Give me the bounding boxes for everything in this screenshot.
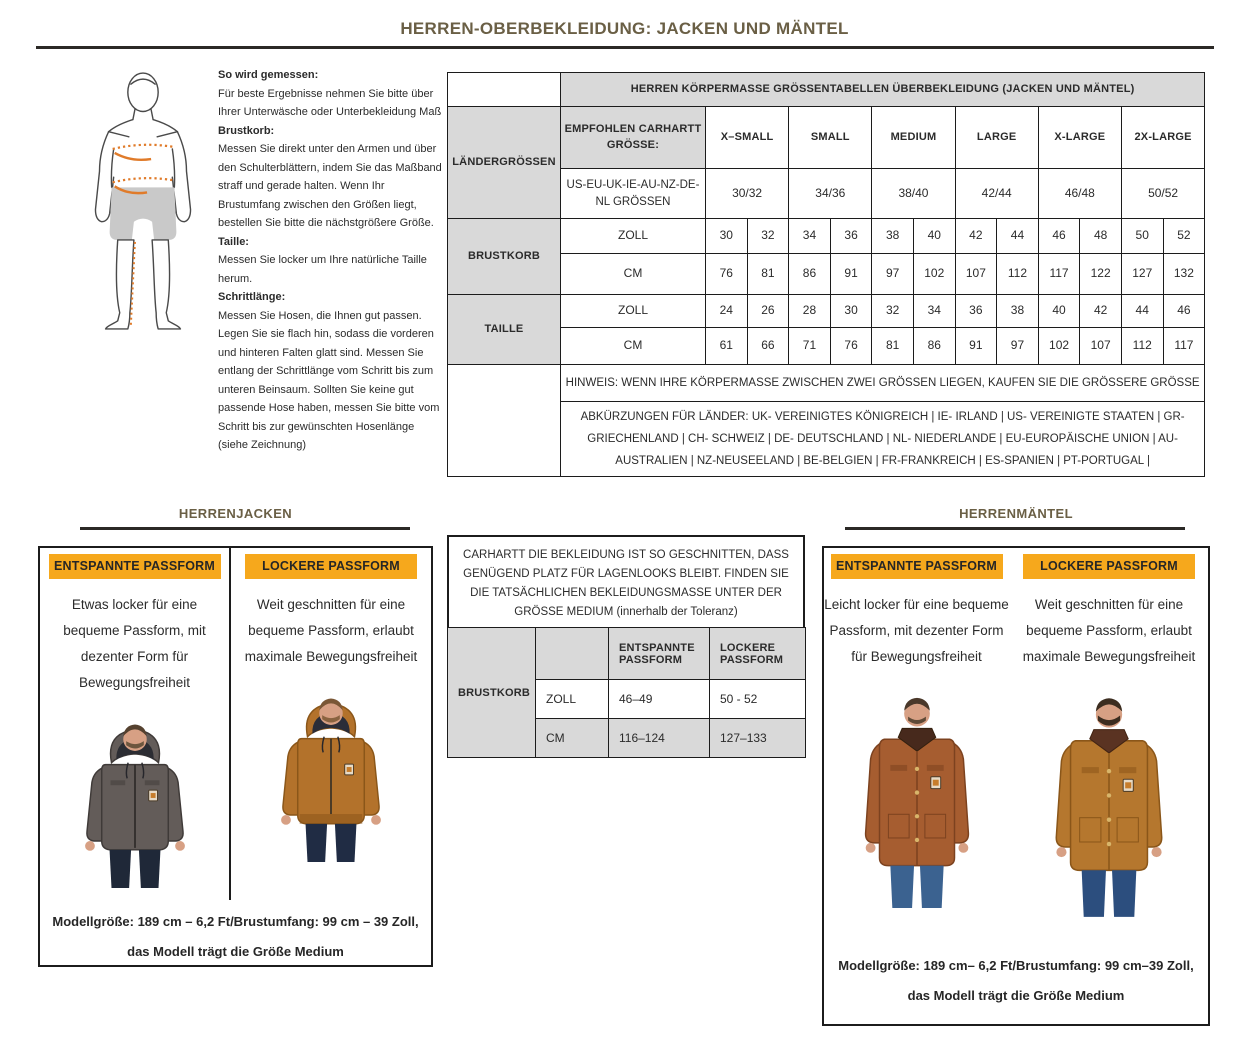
instruction-body: Messen Sie direkt unter den Armen und über den Schulterblättern, indem Sie das Maßband straff und gerade halten. Wenn Ihr Brustumfang zwischen den Größen liegt, bestellen Sie bitte die nächstgrößere Größe.: [218, 143, 442, 229]
table-cell: 132: [1163, 254, 1205, 295]
unit-label-cm: CM: [536, 719, 609, 758]
table-cell: 122: [1080, 254, 1122, 295]
model-size-note: Modellgröße: 189 cm– 6,2 Ft/Brustumfang: 99 cm–39 Zoll, das Modell trägt die Größe Medium: [838, 958, 1194, 1003]
table-title: HERREN KÖRPERMASSE GRÖSSENTABELLEN ÜBERBEKLEIDUNG (JACKEN UND MÄNTEL): [561, 73, 1205, 107]
table-cell: 97: [997, 328, 1039, 365]
fit-table-col-header: ENTSPANNTE PASSFORM: [609, 628, 710, 680]
table-cell: 81: [872, 328, 914, 365]
product-photo-russet-chore-coat: [833, 684, 1001, 916]
jackets-section-title: HERRENJACKEN: [178, 506, 293, 521]
table-cell: 112: [1121, 328, 1163, 365]
table-cell: 66: [747, 328, 789, 365]
coats-title-divider: [845, 527, 1185, 530]
fit-description: Leicht locker für eine bequeme Passform, mit dezenter Form für Bewegungsfreiheit: [824, 597, 1009, 664]
table-cell: 46/48: [1038, 169, 1121, 219]
fit-badge-lockere-passform: LOCKERE PASSFORM: [245, 554, 417, 579]
table-cell: 91: [830, 254, 872, 295]
table-cell: 28: [789, 295, 831, 328]
model-size-note: Modellgröße: 189 cm – 6,2 Ft/Brustumfang: 99 cm – 39 Zoll, das Modell trägt die Größe Medium: [52, 914, 419, 959]
table-cell: 102: [913, 254, 955, 295]
fit-badge-entspannte-passform: ENTSPANNTE PASSFORM: [831, 554, 1003, 579]
table-cell: 38: [872, 219, 914, 254]
unit-label-zoll: ZOLL: [561, 295, 706, 328]
table-cell: 48: [1080, 219, 1122, 254]
row-group-laendergroessen: LÄNDERGRÖSSEN: [448, 107, 561, 219]
measuring-instructions: [218, 66, 442, 455]
table-cell: 76: [830, 328, 872, 365]
table-cell: 32: [747, 219, 789, 254]
unit-label-zoll: ZOLL: [561, 219, 706, 254]
instruction-heading: Brustkorb:: [218, 124, 275, 137]
table-cell: 30/32: [706, 169, 789, 219]
fit-value: 127–133: [710, 719, 806, 758]
table-cell: 52: [1163, 219, 1205, 254]
size-note: HINWEIS: WENN IHRE KÖRPERMASSE ZWISCHEN ZWEI GRÖSSEN LIEGEN, KAUFEN SIE DIE GRÖSSERE GRÖSSE: [561, 365, 1205, 402]
instruction-heading: So wird gemessen:: [218, 69, 319, 81]
coats-section-title: HERRENMÄNTEL: [959, 506, 1073, 521]
table-cell: SMALL: [789, 107, 872, 169]
table-cell: MEDIUM: [872, 107, 955, 169]
table-cell: 42: [955, 219, 997, 254]
table-cell: 127: [1121, 254, 1163, 295]
product-photo-brown-hooded-jacket: [250, 676, 412, 867]
table-cell: 76: [706, 254, 748, 295]
table-cell: LARGE: [955, 107, 1038, 169]
jackets-relaxed-fit-column: [40, 548, 229, 900]
fit-value: 116–124: [609, 719, 710, 758]
table-cell: 42: [1080, 295, 1122, 328]
fit-badge-lockere-passform: LOCKERE PASSFORM: [1023, 554, 1195, 579]
table-cell: 26: [747, 295, 789, 328]
instruction-heading: Schrittlänge:: [218, 291, 286, 303]
table-cell: 30: [830, 295, 872, 328]
instruction-body: Messen Sie Hosen, die Ihnen gut passen. Legen Sie sie flach hin, sodass die vorderen und hinteren Falten glatt sind. Messen Sie entlang der Schrittlänge vom Schritt bis zum unteren Beinsaum. Sollten Sie keine gut passende Hose haben, messen Sie bitte vom Schritt bis zur gewünschten Hosenlänge (siehe Zeichnung): [218, 309, 440, 451]
table-cell: 107: [955, 254, 997, 295]
jackets-fit-panel: [38, 546, 433, 967]
table-cell: 97: [872, 254, 914, 295]
row-group-brustkorb: BRUSTKORB: [448, 219, 561, 295]
table-cell: 86: [789, 254, 831, 295]
product-photo-tan-chore-coat: [1023, 684, 1195, 922]
body-measurement-diagram: [72, 68, 214, 336]
table-cell: 46: [1163, 295, 1205, 328]
table-cell: 30: [706, 219, 748, 254]
page-title: HERREN-OBERBEKLEIDUNG: JACKEN UND MÄNTEL: [400, 19, 849, 38]
fit-description: Weit geschnitten für eine bequeme Passform, erlaubt maximale Bewegungsfreiheit: [1022, 597, 1196, 664]
fit-value: 50 - 52: [710, 680, 806, 719]
title-divider: [36, 46, 1214, 49]
fit-table-row-label: BRUSTKORB: [448, 628, 536, 758]
table-cell: 91: [955, 328, 997, 365]
table-cell: 34/36: [789, 169, 872, 219]
table-cell: 2X-LARGE: [1121, 107, 1204, 169]
fit-measurements-table: [447, 627, 806, 758]
coats-relaxed-fit-column: [824, 548, 1009, 935]
table-cell: 34: [913, 295, 955, 328]
table-cell: 107: [1080, 328, 1122, 365]
table-cell: 38/40: [872, 169, 955, 219]
fit-table-col-header: LOCKERE PASSFORM: [710, 628, 806, 680]
fit-badge-entspannte-passform: ENTSPANNTE PASSFORM: [49, 554, 221, 579]
fit-table-blank-cell: [536, 628, 609, 680]
table-cell: 117: [1038, 254, 1080, 295]
table-cell: 38: [997, 295, 1039, 328]
recommended-size-label: EMPFOHLEN CARHARTT GRÖSSE:: [561, 107, 706, 169]
corner-blank-cell: [448, 73, 561, 107]
table-cell: 40: [1038, 295, 1080, 328]
instruction-body: Messen Sie locker um Ihre natürliche Taille herum.: [218, 254, 427, 285]
measurement-figure-icon: [72, 68, 214, 336]
table-cell: 117: [1163, 328, 1205, 365]
table-cell: 61: [706, 328, 748, 365]
table-cell: 32: [872, 295, 914, 328]
product-photo-gray-hooded-jacket: [54, 702, 216, 893]
layering-note: CARHARTT DIE BEKLEIDUNG IST SO GESCHNITTEN, DASS GENÜGEND PLATZ FÜR LAGENLOOKS BLEIBT. FINDEN SIE DIE TATSÄCHLICHEN BEKLEIDUNGSMASSE UNTER DER GRÖSSE MEDIUM (innerhalb der Toleranz): [447, 535, 805, 633]
table-cell: 112: [997, 254, 1039, 295]
table-cell: 40: [913, 219, 955, 254]
size-chart-table: [447, 72, 1205, 477]
table-cell: 42/44: [955, 169, 1038, 219]
row-group-taille: TAILLE: [448, 295, 561, 365]
table-cell: X-LARGE: [1038, 107, 1121, 169]
table-cell: 44: [1121, 295, 1163, 328]
table-cell: X–SMALL: [706, 107, 789, 169]
table-cell: 102: [1038, 328, 1080, 365]
unit-label-zoll: ZOLL: [536, 680, 609, 719]
fit-description: Weit geschnitten für eine bequeme Passform, erlaubt maximale Bewegungsfreiheit: [244, 597, 418, 664]
unit-label-cm: CM: [561, 254, 706, 295]
table-cell: 36: [955, 295, 997, 328]
table-cell: 34: [789, 219, 831, 254]
table-cell: 50/52: [1121, 169, 1204, 219]
footer-blank-cell: [448, 365, 561, 477]
table-cell: 50: [1121, 219, 1163, 254]
table-cell: 81: [747, 254, 789, 295]
table-cell: 71: [789, 328, 831, 365]
jackets-title-divider: [80, 527, 410, 530]
table-cell: 86: [913, 328, 955, 365]
table-cell: 24: [706, 295, 748, 328]
country-sizes-label: US-EU-UK-IE-AU-NZ-DE-NL GRÖSSEN: [561, 169, 706, 219]
table-cell: 36: [830, 219, 872, 254]
jackets-loose-fit-column: [231, 548, 431, 900]
coats-fit-panel: [822, 546, 1210, 1026]
country-abbreviations: ABKÜRZUNGEN FÜR LÄNDER: UK- VEREINIGTES KÖNIGREICH | IE- IRLAND | US- VEREINIGTE STAATEN | GR- GRIECHENLAND | CH- SCHWEIZ | DE- DEUTSCHLAND | NL- NIEDERLANDE | EU-EUROPÄISCHE UNION | AU-AUSTRALIEN | NZ-NEUSEELAND | BE-BELGIEN | FR-FRANKREICH | ES-SPANIEN | PT-PORTUGAL |: [561, 402, 1205, 477]
fit-value: 46–49: [609, 680, 710, 719]
table-cell: 46: [1038, 219, 1080, 254]
table-cell: 44: [997, 219, 1039, 254]
instruction-heading: Taille:: [218, 235, 249, 248]
instruction-body: Für beste Ergebnisse nehmen Sie bitte über Ihrer Unterwäsche oder Unterbekleidung Maß: [218, 87, 442, 118]
coats-loose-fit-column: [1009, 548, 1209, 935]
unit-label-cm: CM: [561, 328, 706, 365]
fit-description: Etwas locker für eine bequeme Passform, mit dezenter Form für Bewegungsfreiheit: [63, 597, 206, 690]
